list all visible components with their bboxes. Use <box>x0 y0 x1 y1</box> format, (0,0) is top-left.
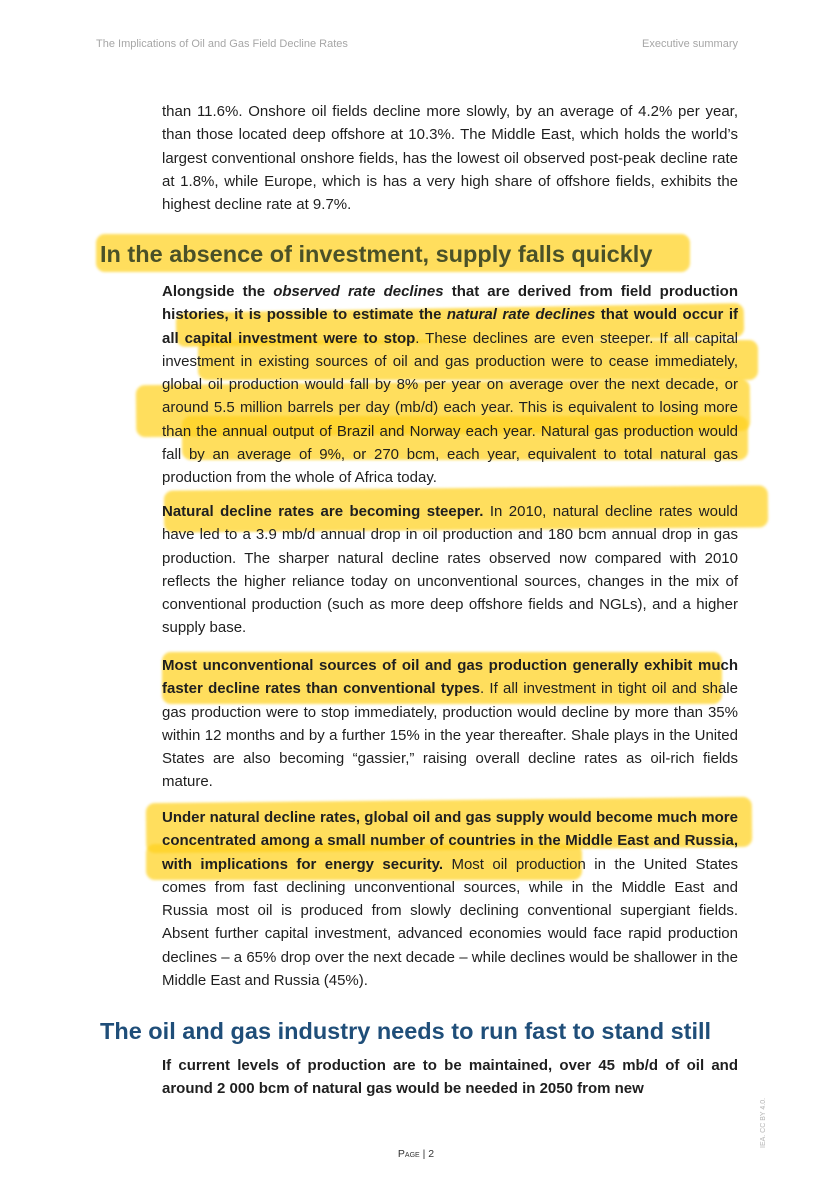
paragraph-steeper-declines <box>162 500 738 640</box>
paragraph-unconventional <box>162 654 738 794</box>
p4-body: Most oil production in the United States comes from fast declining unconventional sources, while in the Middle East and Russia most oil is produced from slowly declining conventional supergiant fields. Absent further capital investment, advanced economies would face rapid production declines – a 65% drop over the next decade – while declines would be shallower in the Middle East and Russia (45%). <box>162 855 738 990</box>
p2-body: In 2010, natural decline rates would have led to a 3.9 mb/d annual drop in oil production and 180 bcm annual drop in gas production. The sharper natural decline rates observed now compared with 2010 reflects the higher reliance today on unconventional sources, changes in the mix of conventional production (such as more deep offshore fields and NGLs), and a higher supply base. <box>162 503 738 637</box>
p3-body: . If all investment in tight oil and shale gas production were to stop immediately, production would decline by more than 35% within 12 months and by a further 15% in the year thereafter. Shale plays in the United States are also becoming “gassier,” raising overall decline rates as oil-rich fields mature. <box>162 680 738 791</box>
p1-bold-a: Alongside the <box>162 283 274 300</box>
page-footer <box>0 1148 832 1160</box>
section-heading-supply-falls: In the absence of investment, supply falls quickly <box>100 241 653 267</box>
p4-bold: Under natural decline rates, global oil and gas supply would become much more concentrated among a small number of countries in the Middle East and Russia, with implications for energy security. <box>162 809 738 873</box>
paragraph-production-maintained <box>162 1054 738 1101</box>
header-document-title: The Implications of Oil and Gas Field Decline Rates <box>96 38 348 50</box>
page-separator: | <box>422 1148 426 1160</box>
intro-paragraph: than 11.6%. Onshore oil fields decline more slowly, by an average of 4.2% per year, than those located deep offshore at 10.3%. The Middle East, which holds the world’s largest conventional onshore fields, has the lowest oil observed post-peak decline rate at 1.8%, while Europe, which is has a very high share of offshore fields, exhibits the highest decline rate at 9.7%. <box>162 103 738 214</box>
license-text: IEA. CC BY 4.0. <box>760 1097 767 1148</box>
p1-bold-italic-observed: observed rate declines <box>273 283 444 300</box>
p1-bold-b: that are derived from field production histories, it is possible to estimate the <box>162 283 738 324</box>
running-header <box>96 38 738 54</box>
s2-p1-bold: If current levels of production are to be maintained, over 45 mb/d of oil and around 2 000 bcm of natural gas would be needed in 2050 from new <box>162 1057 738 1098</box>
page-number: 2 <box>428 1148 435 1160</box>
p1-bold-c: that would occur if all capital investment were to stop <box>162 306 738 347</box>
p2-bold: Natural decline rates are becoming steeper. <box>162 503 484 520</box>
paragraph-energy-security <box>162 806 738 992</box>
page-label: Page <box>397 1148 420 1160</box>
section-heading-run-fast: The oil and gas industry needs to run fast to stand still <box>100 1018 712 1044</box>
paragraph-natural-rate-declines <box>162 280 738 490</box>
p3-bold: Most unconventional sources of oil and gas production generally exhibit much faster decline rates than conventional types <box>162 657 738 698</box>
p1-body: . These declines are even steeper. If all capital investment in existing sources of oil and gas production were to cease immediately, global oil production would fall by 8% per year on average over the next decade, or around 5.5 million barrels per day (mb/d) each year. This is equivalent to losing more than the annual output of Brazil and Norway each year. Natural gas production would fall by an average of 9%, or 270 bcm, each year, equivalent to total natural gas production from the whole of Africa today. <box>162 329 738 487</box>
p1-bold-italic-natural: natural rate declines <box>446 306 596 324</box>
header-section-title: Executive summary <box>642 38 738 50</box>
